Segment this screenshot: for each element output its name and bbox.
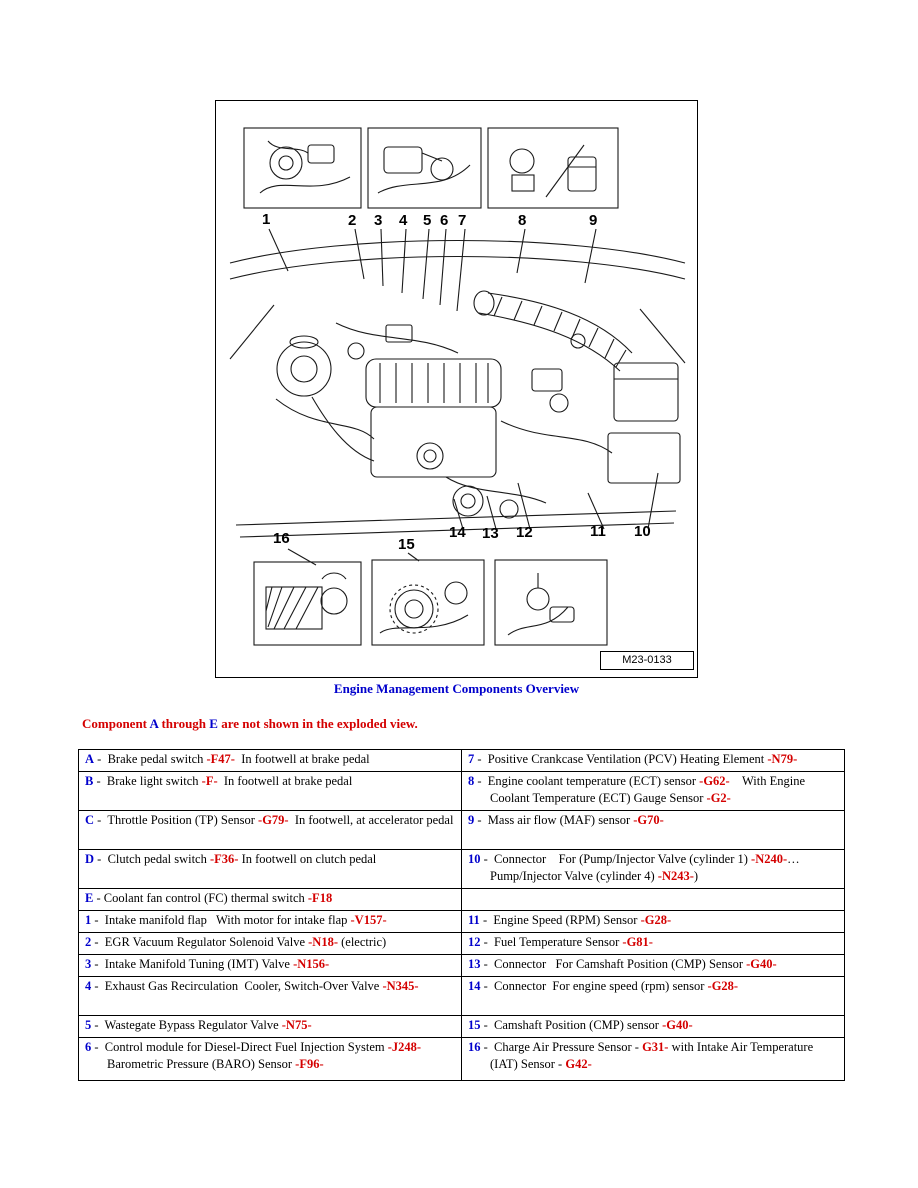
diagram-callout-13: 13 <box>482 525 499 542</box>
note-text: Component A through E are not shown in the exploded view. <box>82 716 418 731</box>
component-entry-14: 14 - Connector For engine speed (rpm) sensor -G28- <box>462 977 845 1016</box>
diagram-callout-11: 11 <box>590 523 606 540</box>
component-entry-12: 12 - Fuel Temperature Sensor -G81- <box>462 933 845 955</box>
component-entry-8: 8 - Engine coolant temperature (ECT) sensor -G62- With Engine Coolant Temperature (ECT) Gauge Sensor -G2- <box>462 772 845 811</box>
component-entry-C: C - Throttle Position (TP) Sensor -G79- In footwell, at accelerator pedal <box>79 811 462 850</box>
diagram-callout-15: 15 <box>398 536 415 553</box>
figure-code: M23-0133 <box>600 651 694 670</box>
component-entry-5: 5 - Wastegate Bypass Regulator Valve -N75- <box>79 1016 462 1038</box>
diagram-callout-1: 1 <box>262 211 271 228</box>
diagram-callout-4: 4 <box>399 212 408 229</box>
table-row <box>79 911 845 933</box>
table-row <box>79 1038 845 1081</box>
components-table <box>78 749 845 1081</box>
component-entry-1: 1 - Intake manifold flap With motor for intake flap -V157- <box>79 911 462 933</box>
diagram-callout-12: 12 <box>516 524 533 541</box>
table-row <box>79 977 845 1016</box>
component-entry-11: 11 - Engine Speed (RPM) Sensor -G28- <box>462 911 845 933</box>
component-entry-E: E - Coolant fan control (FC) thermal switch -F18 <box>79 889 462 911</box>
diagram-callout-9: 9 <box>589 212 598 229</box>
table-row <box>79 933 845 955</box>
component-entry-3: 3 - Intake Manifold Tuning (IMT) Valve -N156- <box>79 955 462 977</box>
diagram-callout-14: 14 <box>449 524 466 541</box>
diagram-callout-16: 16 <box>273 530 290 547</box>
component-entry-13: 13 - Connector For Camshaft Position (CMP) Sensor -G40- <box>462 955 845 977</box>
engine-diagram-figure <box>215 100 698 678</box>
component-entry-empty <box>462 889 845 911</box>
diagram-callout-10: 10 <box>634 523 651 540</box>
figure-caption: Engine Management Components Overview <box>333 681 580 696</box>
table-row <box>79 955 845 977</box>
table-row <box>79 811 845 850</box>
component-entry-15: 15 - Camshaft Position (CMP) sensor -G40- <box>462 1016 845 1038</box>
component-entry-2: 2 - EGR Vacuum Regulator Solenoid Valve -N18- (electric) <box>79 933 462 955</box>
diagram-callout-8: 8 <box>518 212 527 229</box>
table-row <box>79 1016 845 1038</box>
component-entry-10: 10 - Connector For (Pump/Injector Valve (cylinder 1) -N240-… Pump/Injector Valve (cylinder 4) -N243-) <box>462 850 845 889</box>
component-entry-6: 6 - Control module for Diesel-Direct Fuel Injection System -J248- Barometric Pressure (BARO) Sensor -F96- <box>79 1038 462 1081</box>
component-entry-B: B - Brake light switch -F- In footwell at brake pedal <box>79 772 462 811</box>
component-entry-A: A - Brake pedal switch -F47- In footwell at brake pedal <box>79 750 462 772</box>
diagram-callout-6: 6 <box>440 212 449 229</box>
diagram-callout-5: 5 <box>423 212 432 229</box>
engine-line-art <box>216 101 697 677</box>
diagram-callout-2: 2 <box>348 212 357 229</box>
diagram-callout-7: 7 <box>458 212 467 229</box>
table-row <box>79 889 845 911</box>
component-entry-7: 7 - Positive Crankcase Ventilation (PCV) Heating Element -N79- <box>462 750 845 772</box>
component-entry-4: 4 - Exhaust Gas Recirculation Cooler, Switch-Over Valve -N345- <box>79 977 462 1016</box>
table-row <box>79 850 845 889</box>
component-entry-9: 9 - Mass air flow (MAF) sensor -G70- <box>462 811 845 850</box>
component-entry-16: 16 - Charge Air Pressure Sensor - G31- with Intake Air Temperature (IAT) Sensor - G42- <box>462 1038 845 1081</box>
inset-thumbnails-bottom <box>254 560 607 645</box>
table-row <box>79 772 845 811</box>
inset-thumbnails-top <box>244 128 618 208</box>
callout-leader-lines <box>269 229 658 565</box>
table-row <box>79 750 845 772</box>
component-entry-D: D - Clutch pedal switch -F36- In footwell on clutch pedal <box>79 850 462 889</box>
diagram-callout-3: 3 <box>374 212 383 229</box>
